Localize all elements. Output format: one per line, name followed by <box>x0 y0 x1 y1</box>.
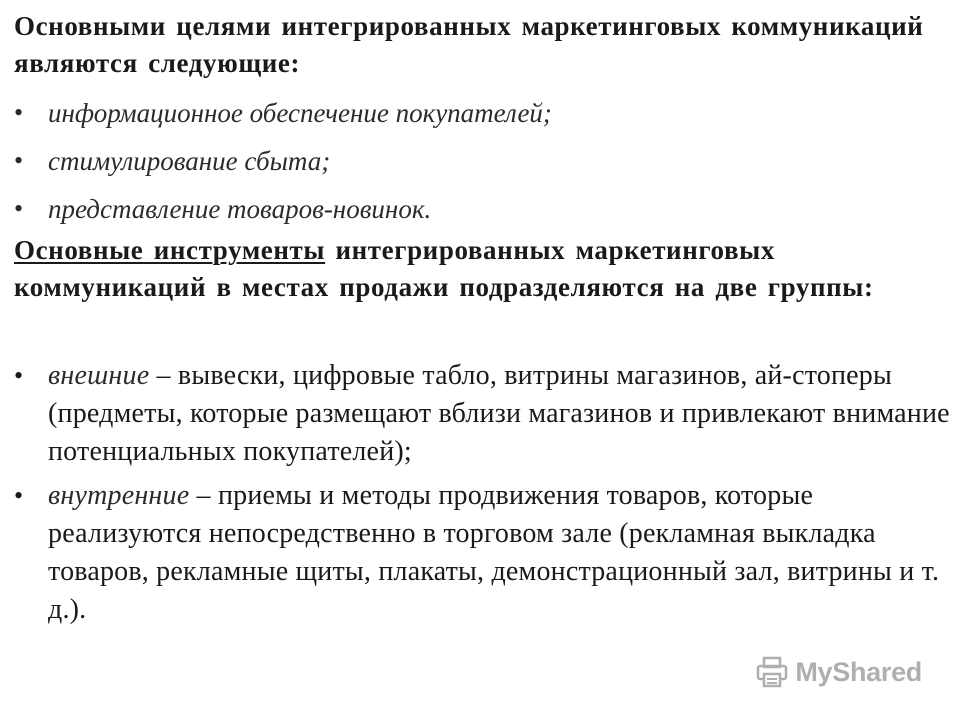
goals-list <box>14 94 954 238</box>
bullet-icon: • <box>14 361 24 390</box>
bullet-icon: • <box>14 481 24 510</box>
list-item-text: информационное обеспечение покупателей; <box>48 98 552 128</box>
section2-heading <box>14 232 934 306</box>
tools-list <box>14 357 954 635</box>
list-item <box>14 94 954 132</box>
section2-heading-rest: интегрированных маркетинговых коммуникаций в местах продажи подразделяются на две группы: <box>14 235 874 302</box>
watermark-text: MyShared <box>795 656 922 687</box>
list-item <box>14 190 954 228</box>
list-item-text: представление товаров-новинок. <box>48 194 432 224</box>
printer-logo-icon <box>755 655 789 689</box>
bullet-icon: • <box>14 146 24 175</box>
bullet-icon: • <box>14 194 24 223</box>
watermark <box>755 655 922 689</box>
list-item <box>14 357 954 471</box>
section1-heading: Основными целями интегрированных маркетинговых коммуникаций являются следующие: <box>14 11 924 78</box>
list-item-text: – вывески, цифровые табло, витрины магазинов, ай-стоперы (предметы, которые размещают вблизи магазинов и привлекают внимание потенциальных покупателей); <box>48 360 950 467</box>
list-item-text: – приемы и методы продвижения товаров, которые реализуются непосредственно в торговом зале (рекламная выкладка товаров, рекламные щиты, плакаты, демонстрационный зал, витрины и т. д.). <box>48 480 940 625</box>
list-item-term: внешние <box>48 360 150 391</box>
list-item <box>14 477 954 629</box>
bullet-icon: • <box>14 98 24 127</box>
list-item-term: внутренние <box>48 480 190 511</box>
list-item <box>14 142 954 180</box>
section2-heading-underlined: Основные инструменты <box>14 235 326 265</box>
list-item-text: стимулирование сбыта; <box>48 146 331 176</box>
